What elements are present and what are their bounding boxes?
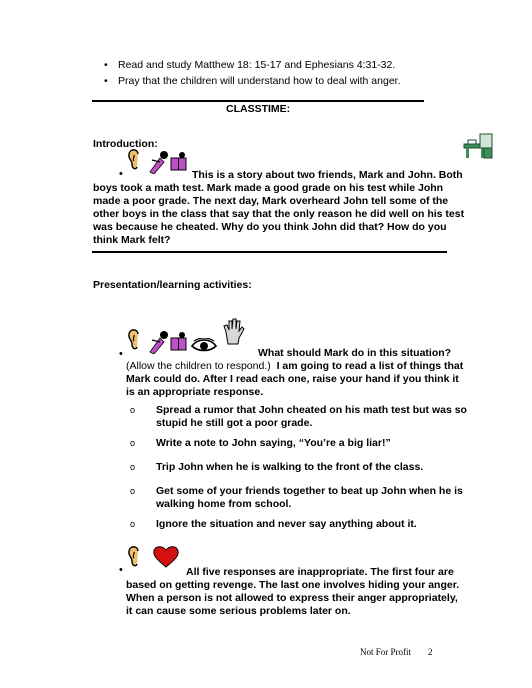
introduction-heading: Introduction: bbox=[93, 138, 158, 150]
preparation-list bbox=[104, 57, 401, 89]
list-item: o Ignore the situation and never say anything about it. bbox=[130, 518, 417, 530]
list-item: o Get some of your friends together to beat up John when he is walking home from school. bbox=[130, 485, 463, 510]
question-title: What should Mark do in this situation? bbox=[258, 347, 452, 359]
teacher-desk-icon bbox=[462, 130, 496, 164]
presentation-heading: Presentation/learning activities: bbox=[93, 279, 252, 291]
bullet: • bbox=[119, 168, 123, 180]
divider bbox=[92, 100, 424, 102]
hand-icon bbox=[222, 318, 246, 350]
bullet: • bbox=[119, 348, 123, 360]
question-note: (Allow the children to respond.) bbox=[126, 360, 271, 372]
answer-text: All five responses are inappropriate. The first four are based on getting revenge. The last one involves hiding your anger. When a person is not allowed to express their anger appropriately, it can cause some serious problems later on. bbox=[126, 566, 460, 617]
intro-story: This is a story about two friends, Mark and John. Both boys took a math test. Mark made a good grade on his test while John made a poor grade. The next day, Mark overheard John tell some of the other boys in the class that say that the only reason he did well on his test was because he cheated. Why do you think John did that? How do you think Mark felt? bbox=[93, 169, 465, 246]
footer-label: Not For Profit bbox=[360, 647, 412, 657]
list-item: o Spread a rumor that John cheated on his math test but was so stupid he still got a poor grade. bbox=[130, 404, 467, 429]
question-instructions bbox=[126, 360, 466, 399]
list-item: • Pray that the children will understand how to deal with anger. bbox=[104, 73, 401, 89]
bullet: • bbox=[119, 564, 123, 576]
question-text: I am going to read a list of things that Mark could do. After I read each one, raise your hand if you think it is an appropriate response. bbox=[126, 360, 464, 398]
page-number: 2 bbox=[428, 647, 433, 657]
classtime-heading: CLASSTIME: bbox=[226, 103, 291, 115]
divider bbox=[92, 251, 447, 253]
list-item: o Trip John when he is walking to the front of the class. bbox=[130, 461, 424, 473]
list-item: • Read and study Matthew 18: 15-17 and Ephesians 4:31-32. bbox=[104, 57, 401, 73]
list-item: o Write a note to John saying, “You’re a big liar!” bbox=[130, 437, 391, 449]
question-block bbox=[126, 347, 466, 399]
